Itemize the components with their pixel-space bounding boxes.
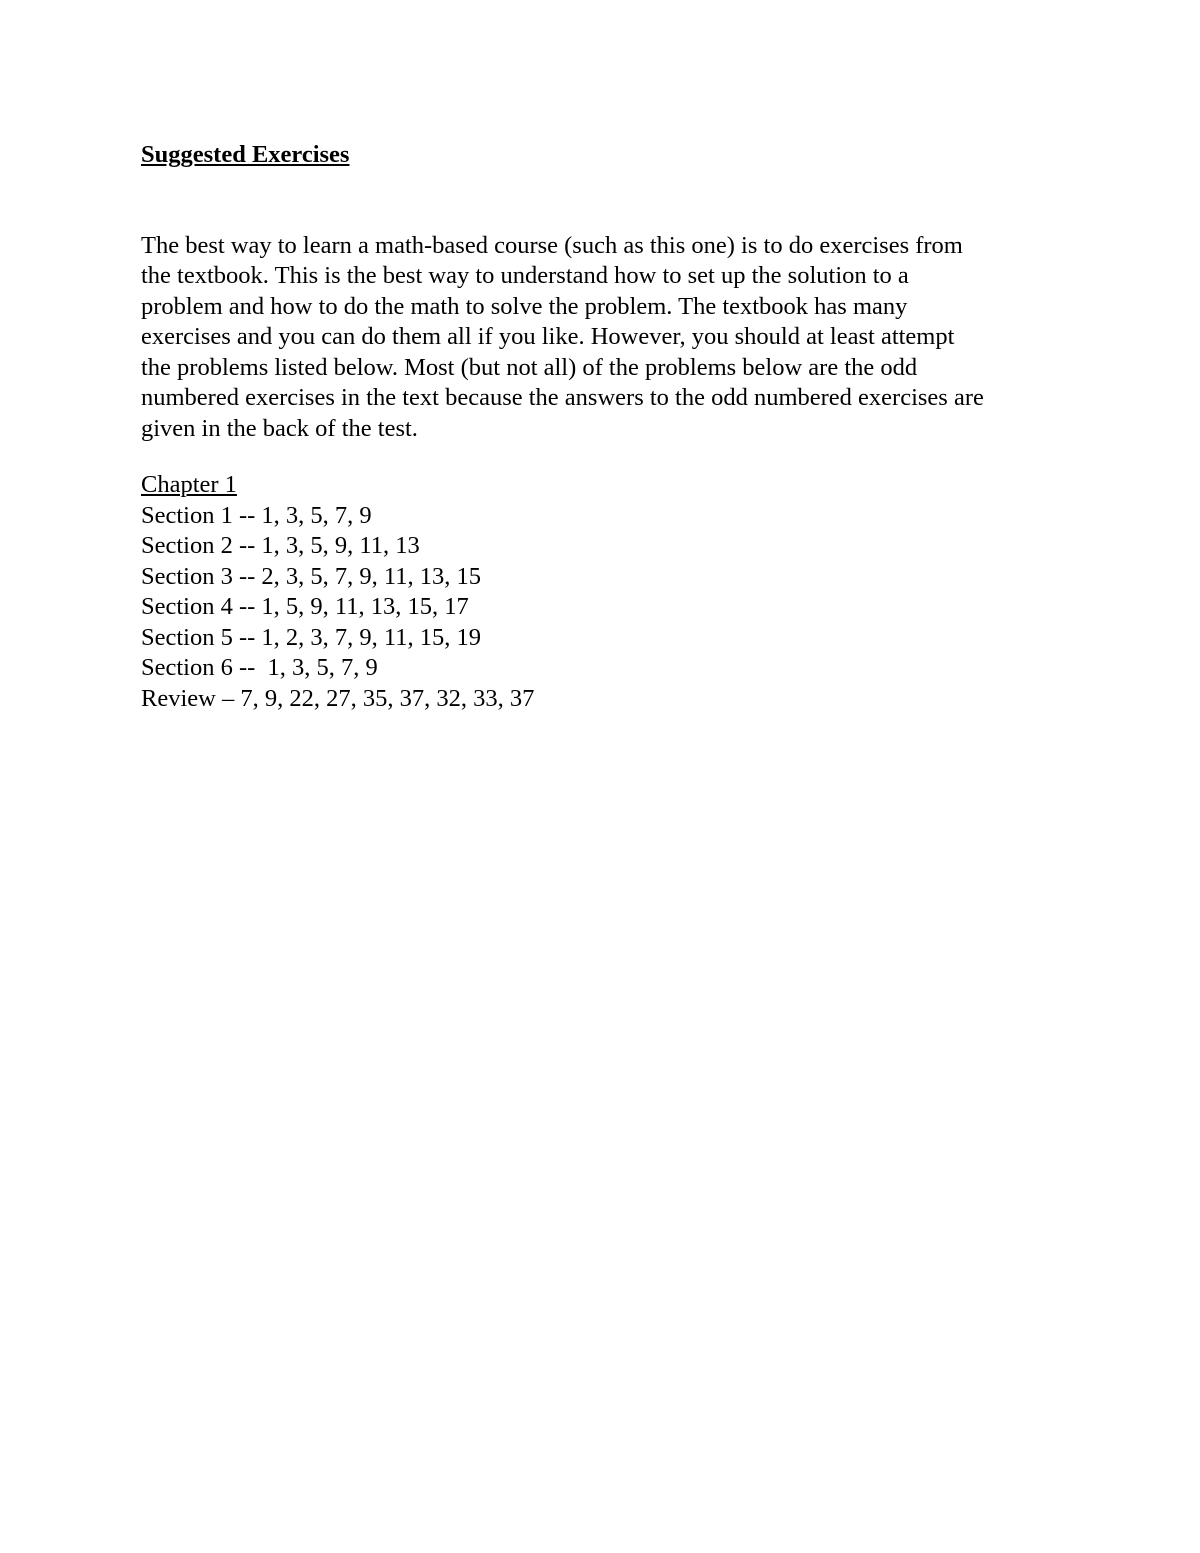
chapter-block bbox=[141, 470, 1071, 714]
intro-line: The best way to learn a math-based course (such as this one) is to do exercises from bbox=[141, 231, 963, 259]
review-exercises: Review – 7, 9, 22, 27, 35, 37, 32, 33, 37 bbox=[141, 684, 535, 712]
document-body bbox=[141, 140, 1071, 714]
section-exercises-1: Section 1 -- 1, 3, 5, 7, 9 bbox=[141, 501, 372, 529]
intro-line: given in the back of the test. bbox=[141, 414, 418, 442]
chapter-heading: Chapter 1 bbox=[141, 471, 237, 498]
intro-line: the problems listed below. Most (but not all) of the problems below are the odd bbox=[141, 353, 918, 381]
intro-line: exercises and you can do them all if you like. However, you should at least attempt bbox=[141, 323, 955, 350]
intro-paragraph bbox=[141, 231, 1071, 445]
section-exercises-3: Section 3 -- 2, 3, 5, 7, 9, 11, 13, 15 bbox=[141, 562, 482, 590]
section-exercises-4: Section 4 -- 1, 5, 9, 11, 13, 15, 17 bbox=[141, 593, 469, 620]
document-title: Suggested Exercises bbox=[141, 141, 350, 168]
section-exercises-2: Section 2 -- 1, 3, 5, 9, 11, 13 bbox=[141, 532, 420, 559]
section-exercises-6: Section 6 -- 1, 3, 5, 7, 9 bbox=[141, 654, 378, 681]
intro-line: the textbook. This is the best way to understand how to set up the solution to a bbox=[141, 262, 909, 289]
intro-line: numbered exercises in the text because the answers to the odd numbered exercises are bbox=[141, 384, 984, 411]
intro-line: problem and how to do the math to solve the problem. The textbook has many bbox=[141, 292, 908, 320]
section-exercises-5: Section 5 -- 1, 2, 3, 7, 9, 11, 15, 19 bbox=[141, 623, 482, 651]
